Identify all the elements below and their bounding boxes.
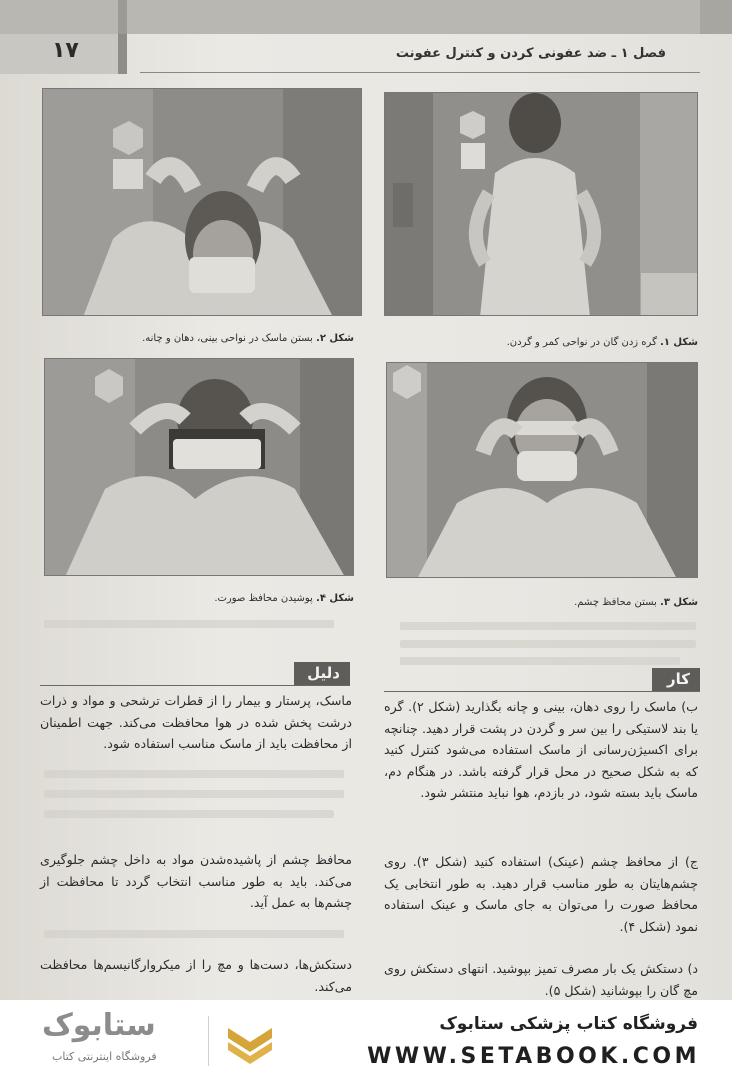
figure-4-text: پوشیدن محافظ صورت.	[214, 593, 313, 604]
figure-4-photo	[44, 358, 354, 576]
bleed-through-text	[400, 640, 696, 648]
chevron-logo-icon	[224, 1018, 276, 1066]
figure-3-photo	[386, 362, 698, 578]
header-separator	[118, 34, 127, 74]
header-rule	[140, 72, 700, 73]
bleed-through-text	[400, 657, 680, 665]
action-paragraph-d: د) دستکش یک بار مصرف تمیز بپوشید. انتهای دستکش روی مچ گان را بپوشانید (شکل ۵).	[384, 961, 698, 998]
bleed-through-text	[44, 930, 344, 938]
figure-3-caption	[574, 597, 698, 608]
action-rule	[384, 691, 700, 692]
action-section-title: کار	[652, 668, 700, 692]
logo-subtitle: فروشگاه اینترنتی کتاب	[52, 1050, 157, 1063]
figure-2-photo	[42, 88, 362, 316]
figure-3-text: بستن محافظ چشم.	[574, 597, 657, 608]
header-band	[0, 0, 732, 34]
bleed-through-text	[400, 622, 696, 630]
bleed-through-text	[44, 790, 344, 798]
action-paragraph-c: ج) از محافظ چشم (عینک) استفاده کنید (شکل ۳). روی چشم‌هایتان به طور مناسب قرار دهید. به طور انتخابی یک محافظ صورت را می‌توان به جای ماسک و عینک استفاده نمود (شکل ۴).	[384, 854, 698, 934]
store-footer	[0, 1000, 732, 1080]
rationale-paragraph-eye: محافظ چشم از پاشیده‌شدن مواد به داخل چشم جلوگیری می‌کند. باید به طور مناسب انتخاب گردد تا محافظت از چشم‌ها به عمل آید.	[40, 852, 352, 910]
figure-4-label: شکل ۴.	[316, 593, 354, 604]
chapter-title: فصل ۱ ـ ضد عفونی کردن و کنترل عفونت	[395, 46, 666, 61]
rationale-paragraph-gloves: دستکش‌ها، دست‌ها و مچ را از میکروارگانیسم‌ها محافظت می‌کند.	[40, 957, 352, 994]
figure-3-label: شکل ۳.	[660, 597, 698, 608]
rationale-rule	[40, 685, 350, 686]
figure-2-text: بستن ماسک در نواحی بینی، دهان و چانه.	[142, 333, 313, 344]
rationale-section-title: دلیل	[294, 662, 350, 686]
logo-divider	[208, 1016, 209, 1066]
bleed-through-text	[44, 620, 334, 628]
rationale-paragraph-mask: ماسک، پرستار و بیمار را از قطرات ترشحی و مواد و ذرات درشت پخش شده در هوا محافظت می‌کند. جهت اطمینان از محافظت باید از ماسک مناسب استفاده شود.	[40, 693, 352, 751]
figure-1-text: گره زدن گان در نواحی کمر و گردن.	[506, 337, 657, 348]
figure-2-label: شکل ۲.	[316, 333, 354, 344]
store-name: فروشگاه کتاب پزشکی ستابوک	[439, 1014, 698, 1034]
bleed-through-text	[44, 770, 344, 778]
figure-2-caption	[142, 333, 354, 344]
bleed-through-text	[44, 810, 334, 818]
store-logo[interactable]	[30, 1010, 290, 1072]
figure-4-caption	[214, 593, 354, 604]
logo-wordmark: ستابوک	[42, 1008, 156, 1043]
action-paragraph-b: ب) ماسک را روی دهان، بینی و چانه بگذارید (شکل ۲). گره یا بند لاستیکی را بین سر و گردن در پشت قرار دهید. چنانچه برای اکسیژن‌رسانی از ماسک استفاده می‌شود کنترل کنید که به شکل صحیح در محل قرار گرفته باشد. در هنگام دم، ماسک باید بسته شود، در بازدم، هوا نباید منتشر شود.	[384, 699, 699, 800]
figure-1-photo	[384, 92, 698, 316]
page-number: ۱۷	[52, 38, 79, 63]
store-url-link[interactable]: WWW.SETABOOK.COM	[367, 1044, 700, 1069]
figure-1-label: شکل ۱.	[660, 337, 698, 348]
figure-1-caption	[507, 337, 698, 348]
